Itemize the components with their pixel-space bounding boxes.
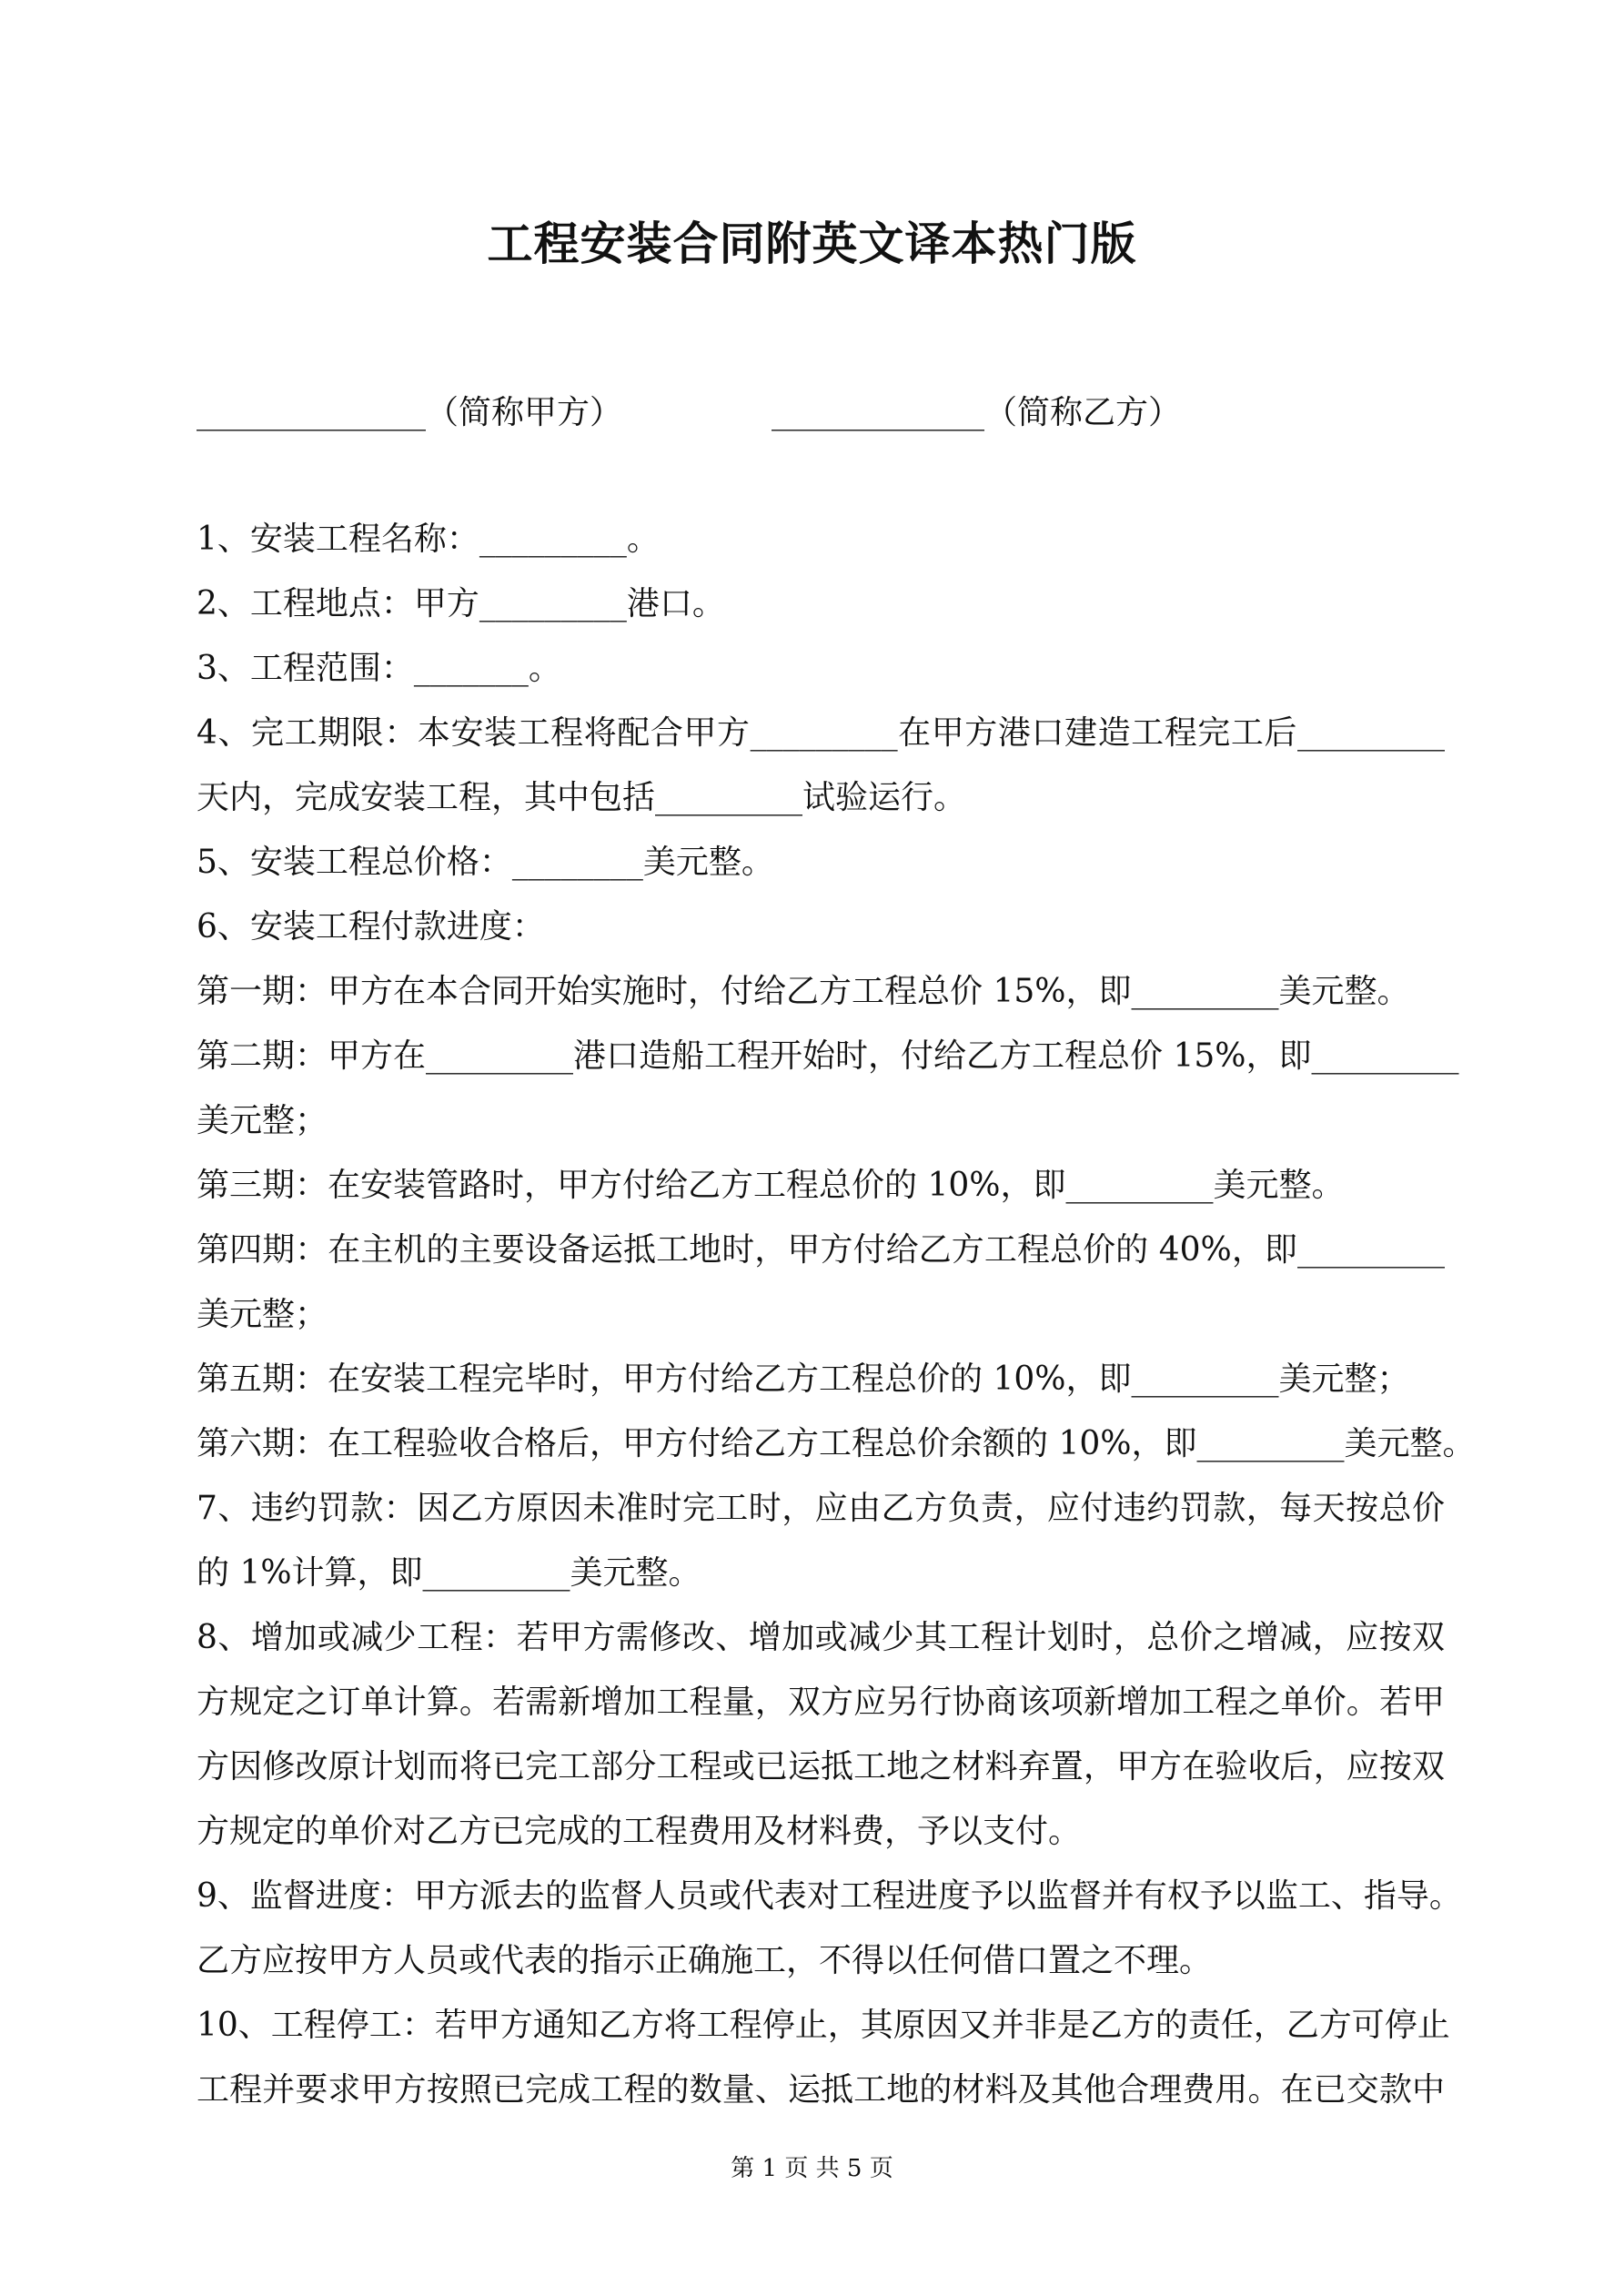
document-title: 工程安装合同附英文译本热门版 xyxy=(487,217,1137,270)
contract-line: 第一期：甲方在本合同开始实施时，付给乙方工程总价 15%，即_________美元整。 xyxy=(197,973,1410,1010)
contract-line: 9、监督进度：甲方派去的监督人员或代表对工程进度予以监督并有权予以监工、指导。 xyxy=(197,1877,1462,1915)
contract-line: 天内，完成安装工程，其中包括_________试验运行。 xyxy=(197,779,967,816)
contract-line: 第六期：在工程验收合格后，甲方付给乙方工程总价余额的 10%，即_________美元整。 xyxy=(197,1425,1476,1462)
parties-line xyxy=(197,387,1182,433)
contract-line: 1、安装工程名称：_________。 xyxy=(197,521,660,558)
contract-line: 3、工程范围：_______。 xyxy=(197,650,561,687)
party-a: ______________（简称甲方） xyxy=(197,394,623,431)
contract-line: 工程并要求甲方按照已完成工程的数量、运抵工地的材料及其他合理费用。在已交款中 xyxy=(197,2071,1445,2109)
contract-line: 第五期：在安装工程完毕时，甲方付给乙方工程总价的 10%，即_________美元整； xyxy=(197,1360,1410,1398)
contract-line: 2、工程地点：甲方_________港口。 xyxy=(197,585,725,622)
contract-line: 8、增加或减少工程：若甲方需修改、增加或减少其工程计划时，总价之增减，应按双 xyxy=(197,1619,1445,1656)
party-b: _____________（简称乙方） xyxy=(772,394,1182,431)
page-footer: 第 1 页 共 5 页 xyxy=(731,2155,893,2182)
contract-line: 方规定之订单计算。若需新增加工程量，双方应另行协商该项新增加工程之单价。若甲 xyxy=(197,1684,1445,1721)
contract-line: 第四期：在主机的主要设备运抵工地时，甲方付给乙方工程总价的 40%，即_________ xyxy=(197,1231,1445,1269)
contract-line: 乙方应按甲方人员或代表的指示正确施工，不得以任何借口置之不理。 xyxy=(197,1942,1213,1979)
contract-line: 第三期：在安装管路时，甲方付给乙方工程总价的 10%，即_________美元整。 xyxy=(197,1167,1345,1204)
contract-line: 4、完工期限：本安装工程将配合甲方_________在甲方港口建造工程完工后_________ xyxy=(197,714,1445,752)
contract-line: 5、安装工程总价格：________美元整。 xyxy=(197,844,774,881)
contract-line: 的 1%计算，即_________美元整。 xyxy=(197,1554,701,1592)
contract-line: 美元整； xyxy=(197,1296,328,1333)
contract-line: 美元整； xyxy=(197,1102,328,1139)
contract-line: 第二期：甲方在_________港口造船工程开始时，付给乙方工程总价 15%，即_________ xyxy=(197,1037,1459,1075)
contract-line: 方规定的单价对乙方已完成的工程费用及材料费，予以支付。 xyxy=(197,1813,1082,1850)
contract-line: 6、安装工程付款进度： xyxy=(197,908,545,946)
contract-body xyxy=(197,507,1476,2122)
contract-line: 方因修改原计划而将已完工部分工程或已运抵工地之材料弃置，甲方在验收后，应按双 xyxy=(197,1748,1445,1785)
contract-line: 7、违约罚款：因乙方原因未准时完工时，应由乙方负责，应付违约罚款，每天按总价 xyxy=(197,1490,1445,1527)
contract-line: 10、工程停工：若甲方通知乙方将工程停止，其原因又并非是乙方的责任，乙方可停止 xyxy=(197,2007,1450,2044)
